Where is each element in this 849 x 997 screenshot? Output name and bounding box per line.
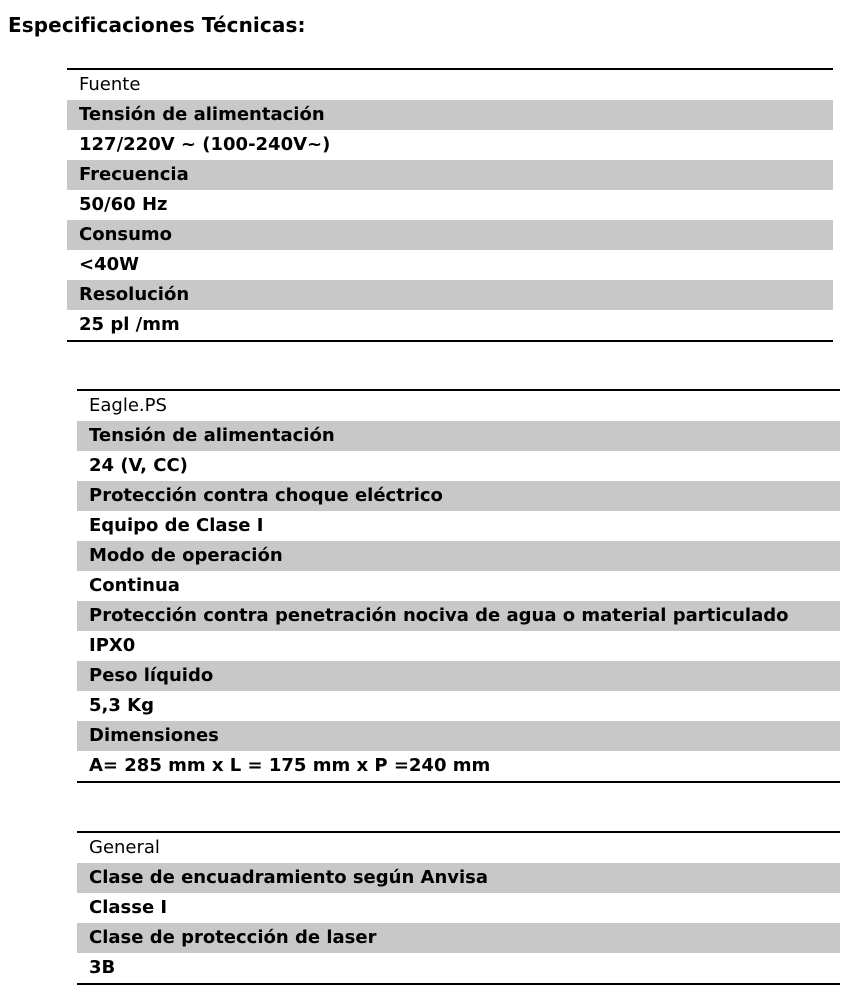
spec-label-row: Protección contra penetración nociva de agua o material particulado: [77, 601, 840, 631]
spec-value-row: 24 (V, CC): [89, 455, 188, 476]
page-title: Especificaciones Técnicas:: [8, 13, 306, 37]
spec-label-row: Tensión de alimentación: [77, 421, 840, 451]
spec-label-row: Consumo: [67, 220, 833, 250]
spec-label-row: Protección contra choque eléctrico: [77, 481, 840, 511]
spec-value-row: A= 285 mm x L = 175 mm x P =240 mm: [89, 755, 491, 776]
spec-value-row: Equipo de Clase I: [89, 515, 264, 536]
spec-value-row: 127/220V ~ (100-240V~): [79, 134, 331, 155]
spec-value-row: 5,3 Kg: [89, 695, 154, 716]
spec-label-row: Tensión de alimentación: [67, 100, 833, 130]
spec-value-row: Continua: [89, 575, 180, 596]
table-header: General: [89, 837, 160, 858]
spec-table-general: [77, 831, 840, 985]
spec-label-row: Clase de encuadramiento según Anvisa: [77, 863, 840, 893]
spec-value-row: <40W: [79, 254, 139, 275]
spec-value-row: 3B: [89, 957, 116, 978]
table-header: Fuente: [79, 74, 141, 95]
spec-label-row: Modo de operación: [77, 541, 840, 571]
spec-label-row: Peso líquido: [77, 661, 840, 691]
spec-value-row: 50/60 Hz: [79, 194, 168, 215]
spec-label-row: Frecuencia: [67, 160, 833, 190]
spec-table-fuente: [67, 68, 833, 342]
spec-label-row: Resolución: [67, 280, 833, 310]
spec-value-row: IPX0: [89, 635, 136, 656]
spec-value-row: 25 pl /mm: [79, 314, 180, 335]
spec-value-row: Classe I: [89, 897, 168, 918]
table-header: Eagle.PS: [89, 395, 167, 416]
spec-table-eagle-ps: [77, 389, 840, 783]
spec-label-row: Clase de protección de laser: [77, 923, 840, 953]
spec-label-row: Dimensiones: [77, 721, 840, 751]
